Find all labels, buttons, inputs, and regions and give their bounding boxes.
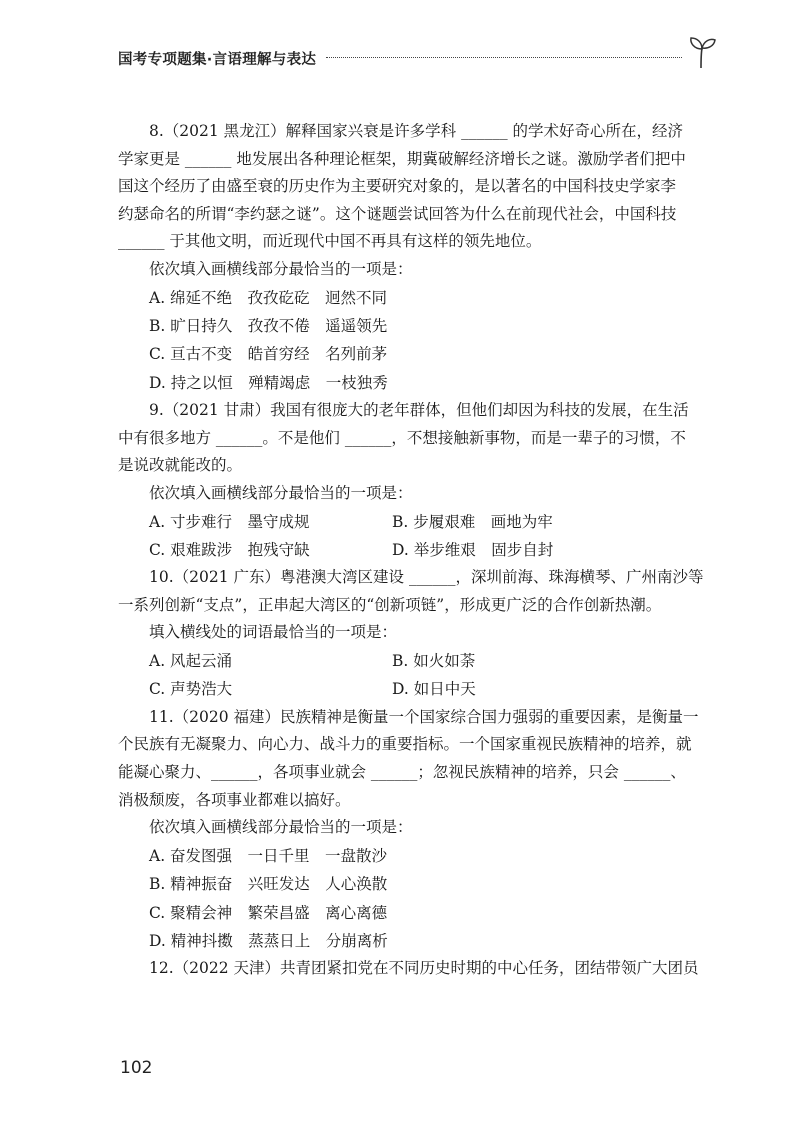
question-prompt: 依次填入画横线部分最恰当的一项是： bbox=[149, 483, 413, 502]
option-a: A. 风起云涌 bbox=[149, 652, 233, 671]
question-text-line: 是说改就能改的。 bbox=[118, 456, 243, 475]
question-text-line: 学家更是 ______ 地发展出各种理论框架，期冀破解经济增长之谜。激励学者们把中 bbox=[118, 149, 686, 168]
question-8 bbox=[118, 118, 718, 397]
sprout-icon bbox=[684, 34, 718, 70]
option-c: C. 声势浩大 bbox=[149, 680, 233, 699]
question-content bbox=[118, 118, 718, 983]
question-text-line: 消极颓废，各项事业都难以搞好。 bbox=[118, 790, 351, 809]
option-d: D. 精神抖擞 蒸蒸日上 分崩离析 bbox=[149, 931, 388, 950]
option-d: D. 举步维艰 固步自封 bbox=[392, 540, 554, 559]
question-text-line: 能凝心聚力、______，各项事业就会 ______；忽视民族精神的培养，只会 ______、 bbox=[118, 763, 686, 782]
question-prompt: 依次填入画横线部分最恰当的一项是： bbox=[149, 259, 413, 278]
question-text-line: ______ 于其他文明，而近现代中国不再具有这样的领先地位。 bbox=[118, 232, 542, 251]
option-d: D. 持之以恒 殚精竭虑 一枝独秀 bbox=[149, 373, 388, 392]
option-row bbox=[118, 647, 718, 675]
option-c: C. 艰难跋涉 抱残守缺 bbox=[149, 540, 310, 559]
option-b: B. 步履艰难 画地为牢 bbox=[392, 512, 553, 531]
question-text-line: 国这个经历了由盛至衰的历史作为主要研究对象的，是以著名的中国科技史学家李 bbox=[118, 177, 677, 196]
question-text-line: 一系列创新“支点”，正串起大湾区的“创新项链”，形成更广泛的合作创新热潮。 bbox=[118, 595, 662, 614]
question-text-line: 中有很多地方 ______。不是他们 ______，不想接触新事物，而是一辈子的习惯，不 bbox=[118, 428, 686, 447]
option-row bbox=[118, 536, 718, 564]
question-text-line: 11.（2020 福建）民族精神是衡量一个国家综合国力强弱的重要因素，是衡量一 bbox=[149, 707, 699, 726]
question-9 bbox=[118, 397, 718, 564]
option-c: C. 聚精会神 繁荣昌盛 离心离德 bbox=[149, 903, 388, 922]
question-text-line: 10.（2021 广东）粤港澳大湾区建设 ______，深圳前海、珠海横琴、广州南沙等 bbox=[149, 568, 704, 587]
option-b: B. 精神振奋 兴旺发达 人心涣散 bbox=[149, 875, 388, 894]
option-b: B. 旷日持久 孜孜不倦 遥遥领先 bbox=[149, 316, 388, 335]
option-c: C. 亘古不变 皓首穷经 名列前茅 bbox=[149, 345, 388, 364]
option-d: D. 如日中天 bbox=[392, 680, 476, 699]
header-dotted-rule bbox=[326, 57, 682, 58]
running-header bbox=[118, 46, 718, 72]
option-row bbox=[118, 675, 718, 703]
question-text-line: 12.（2022 天津）共青团紧扣党在不同历史时期的中心任务，团结带领广大团员 bbox=[149, 959, 699, 978]
option-row bbox=[118, 508, 718, 536]
page-number: 102 bbox=[120, 1058, 153, 1078]
question-text-line: 9.（2021 甘肃）我国有很庞大的老年群体，但他们却因为科技的发展，在生活 bbox=[149, 401, 689, 420]
option-a: A. 绵延不绝 孜孜矻矻 迥然不同 bbox=[149, 288, 388, 307]
question-prompt: 填入横线处的词语最恰当的一项是： bbox=[149, 623, 398, 642]
question-11 bbox=[118, 704, 718, 956]
question-prompt: 依次填入画横线部分最恰当的一项是： bbox=[149, 818, 413, 837]
option-a: A. 奋发图强 一日千里 一盘散沙 bbox=[149, 846, 388, 865]
question-10 bbox=[118, 564, 718, 704]
question-text-line: 8.（2021 黑龙江）解释国家兴衰是许多学科 ______ 的学术好奇心所在，经济 bbox=[149, 122, 684, 140]
option-a: A. 寸步难行 墨守成规 bbox=[149, 512, 310, 531]
question-12 bbox=[118, 955, 718, 983]
question-text-line: 个民族有无凝聚力、向心力、战斗力的重要指标。一个国家重视民族精神的培养，就 bbox=[118, 735, 692, 754]
option-b: B. 如火如荼 bbox=[392, 652, 476, 671]
running-header-title: 国考专项题集·言语理解与表达 bbox=[118, 52, 317, 68]
question-text-line: 约瑟命名的所谓“李约瑟之谜”。这个谜题尝试回答为什么在前现代社会，中国科技 bbox=[118, 204, 677, 223]
